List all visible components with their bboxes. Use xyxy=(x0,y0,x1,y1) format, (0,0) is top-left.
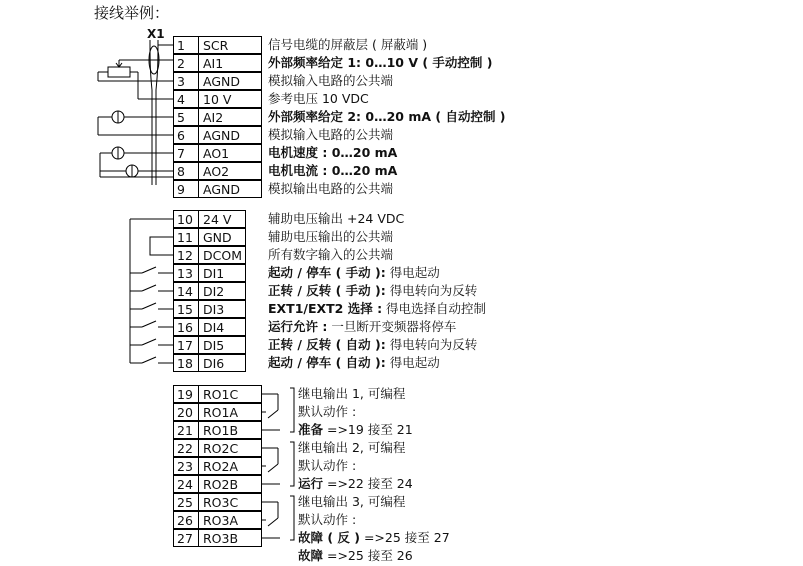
terminal-number: 6 xyxy=(173,126,199,144)
terminal-number: 15 xyxy=(173,300,199,318)
desc-part: 模拟输入电路的公共端 xyxy=(268,73,394,88)
terminal-number: 2 xyxy=(173,54,199,72)
terminal-label: RO2C xyxy=(198,439,262,457)
terminal-label: RO1A xyxy=(198,403,262,421)
desc-part: 起动 / 停车 ( 手动 ): xyxy=(268,265,386,280)
terminal-description xyxy=(268,126,393,144)
relay-note-text: 默认动作 : xyxy=(298,404,357,419)
terminal-number: 5 xyxy=(173,108,199,126)
terminal-description xyxy=(268,90,369,108)
terminal-label: RO3A xyxy=(198,511,262,529)
relay-note-line xyxy=(298,439,405,457)
terminal-number: 11 xyxy=(173,228,199,246)
desc-part: 得电起动 xyxy=(385,265,440,280)
switch-contact xyxy=(142,303,156,309)
terminal-label: AO1 xyxy=(198,144,262,162)
desc-part: 正转 / 反转 ( 自动 ): xyxy=(268,337,386,352)
terminal-label: RO1B xyxy=(198,421,262,439)
relay-contact xyxy=(268,464,278,472)
terminal-description xyxy=(268,180,393,198)
relay-note-line xyxy=(298,511,356,529)
desc-part: 得电转向为反转 xyxy=(385,283,478,298)
terminal-number: 12 xyxy=(173,246,199,264)
terminal-label: DCOM xyxy=(198,246,246,264)
relay-note-text: 继电输出 2, 可编程 xyxy=(298,440,406,455)
terminal-description xyxy=(268,246,393,264)
desc-part: 正转 / 反转 ( 手动 ): xyxy=(268,283,386,298)
terminal-label: AGND xyxy=(198,72,262,90)
terminal-description xyxy=(268,108,506,126)
relay-note-line xyxy=(298,475,413,493)
desc-part: 一旦断开变频器将停车 xyxy=(327,319,457,334)
relay-note-text: 默认动作 : xyxy=(298,458,357,473)
relay-note-text: 故障 ( 反 ) xyxy=(298,530,360,545)
terminal-number: 25 xyxy=(173,493,199,511)
terminal-label: RO2A xyxy=(198,457,262,475)
terminal-label: AI2 xyxy=(198,108,262,126)
terminal-description xyxy=(268,54,493,72)
terminal-number: 3 xyxy=(173,72,199,90)
page-title: 接线举例： xyxy=(94,4,170,22)
terminal-description xyxy=(268,264,440,282)
terminal-description xyxy=(268,36,427,54)
terminal-label: RO2B xyxy=(198,475,262,493)
terminal-label: DI1 xyxy=(198,264,246,282)
shield-line xyxy=(156,40,158,185)
terminal-number: 20 xyxy=(173,403,199,421)
terminal-description xyxy=(268,318,456,336)
terminal-label: AI1 xyxy=(198,54,262,72)
terminal-number: 8 xyxy=(173,162,199,180)
terminal-number: 22 xyxy=(173,439,199,457)
desc-part: 得电选择自动控制 xyxy=(382,301,487,316)
desc-part: 得电起动 xyxy=(385,355,440,370)
terminal-number: 27 xyxy=(173,529,199,547)
terminal-description xyxy=(268,144,397,162)
relay-note-line xyxy=(298,457,356,475)
desc-part: 模拟输入电路的公共端 xyxy=(268,127,394,142)
terminal-number: 23 xyxy=(173,457,199,475)
relay-note-text: 默认动作 : xyxy=(298,512,357,527)
terminal-label: DI3 xyxy=(198,300,246,318)
desc-part: 运行允许 : xyxy=(268,319,328,334)
relay-note-line xyxy=(298,403,356,421)
relay-note-line xyxy=(298,493,405,511)
terminal-label: DI2 xyxy=(198,282,246,300)
terminal-description xyxy=(268,72,393,90)
desc-part: 辅助电压输出 +24 VDC xyxy=(268,211,405,226)
relay-note-text: 继电输出 1, 可编程 xyxy=(298,386,406,401)
terminal-description xyxy=(268,300,486,318)
relay-note-line xyxy=(298,529,450,547)
desc-part: 得电转向为反转 xyxy=(385,337,478,352)
switch-contact xyxy=(142,357,156,363)
desc-part: 电机电流 : 0…20 mA xyxy=(268,163,398,178)
terminal-label: DI6 xyxy=(198,354,246,372)
desc-part: 信号电缆的屏蔽层 ( 屏蔽端 ) xyxy=(268,37,428,52)
desc-part: 所有数字输入的公共端 xyxy=(268,247,394,262)
terminal-label: AGND xyxy=(198,180,262,198)
desc-part: 辅助电压输出的公共端 xyxy=(268,229,394,244)
shield-line xyxy=(150,40,152,185)
switch-contact xyxy=(142,321,156,327)
terminal-number: 14 xyxy=(173,282,199,300)
desc-part: EXT1/EXT2 选择 : xyxy=(268,301,383,316)
relay-note-text: 准备 xyxy=(298,422,324,437)
terminal-description xyxy=(268,354,440,372)
potentiometer xyxy=(108,67,130,77)
desc-part: 模拟输出电路的公共端 xyxy=(268,181,394,196)
terminal-label: AO2 xyxy=(198,162,262,180)
dcom-link xyxy=(150,237,173,255)
terminal-number: 16 xyxy=(173,318,199,336)
relay-note-text: 故障 xyxy=(298,548,324,563)
switch-contact xyxy=(142,339,156,345)
terminal-number: 4 xyxy=(173,90,199,108)
terminal-label: DI5 xyxy=(198,336,246,354)
terminal-number: 7 xyxy=(173,144,199,162)
relay-note-detail: =>25 接至 27 xyxy=(359,530,450,545)
terminal-number: 1 xyxy=(173,36,199,54)
relay-contact xyxy=(268,518,278,526)
terminal-number: 17 xyxy=(173,336,199,354)
relay-bracket xyxy=(290,442,294,486)
terminal-number: 24 xyxy=(173,475,199,493)
terminal-description xyxy=(268,210,404,228)
terminal-label: DI4 xyxy=(198,318,246,336)
relay-note-detail: =>19 接至 21 xyxy=(323,422,413,437)
relay-note-detail: =>22 接至 24 xyxy=(323,476,413,491)
terminal-label: RO1C xyxy=(198,385,262,403)
terminal-label: GND xyxy=(198,228,246,246)
relay-note-text: 运行 xyxy=(298,476,324,491)
relay-note-line xyxy=(298,385,405,403)
terminal-number: 18 xyxy=(173,354,199,372)
terminal-description xyxy=(268,282,477,300)
desc-part: 外部频率给定 1: 0…10 V ( 手动控制 ) xyxy=(268,55,493,70)
relay-note-text: 继电输出 3, 可编程 xyxy=(298,494,406,509)
terminal-label: RO3C xyxy=(198,493,262,511)
relay-bracket xyxy=(290,388,294,432)
terminal-number: 21 xyxy=(173,421,199,439)
terminal-label: AGND xyxy=(198,126,262,144)
terminal-description xyxy=(268,336,477,354)
desc-part: 起动 / 停车 ( 自动 ): xyxy=(268,355,386,370)
terminal-description xyxy=(268,162,397,180)
terminal-block-label: X1 xyxy=(147,27,165,41)
terminal-number: 10 xyxy=(173,210,199,228)
relay-bracket xyxy=(290,496,294,540)
terminal-number: 9 xyxy=(173,180,199,198)
terminal-label: SCR xyxy=(198,36,262,54)
desc-part: 电机速度 : 0…20 mA xyxy=(268,145,398,160)
relay-note-detail: =>25 接至 26 xyxy=(323,548,413,563)
relay-contact xyxy=(268,410,278,418)
terminal-number: 19 xyxy=(173,385,199,403)
relay-note-line xyxy=(298,547,413,565)
terminal-number: 13 xyxy=(173,264,199,282)
terminal-label: RO3B xyxy=(198,529,262,547)
relay-note-line xyxy=(298,421,413,439)
switch-contact xyxy=(142,267,156,273)
desc-part: 外部频率给定 2: 0…20 mA ( 自动控制 ) xyxy=(268,109,506,124)
switch-contact xyxy=(142,285,156,291)
terminal-description xyxy=(268,228,393,246)
terminal-number: 26 xyxy=(173,511,199,529)
terminal-label: 10 V xyxy=(198,90,262,108)
desc-part: 参考电压 10 VDC xyxy=(268,91,369,106)
terminal-label: 24 V xyxy=(198,210,246,228)
